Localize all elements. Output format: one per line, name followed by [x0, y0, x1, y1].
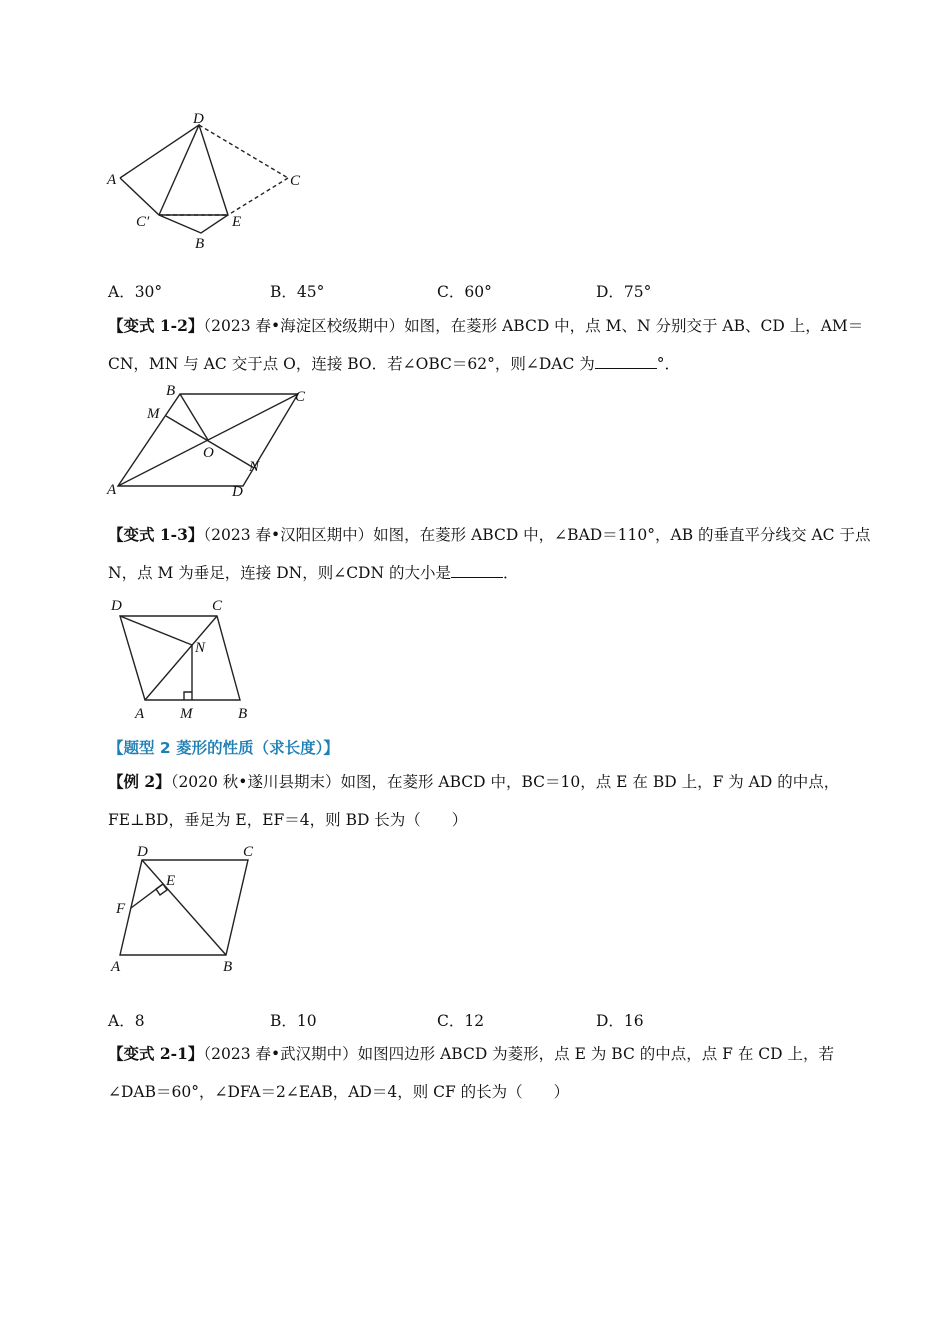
v13-answer-blank — [451, 563, 503, 578]
v21-tag: 【变式 2-1】 — [108, 1044, 204, 1063]
fig4-label-d: D — [137, 844, 148, 860]
fig3-segment-dn — [120, 616, 192, 645]
v21-line2 — [108, 1082, 569, 1102]
fig4-label-e: E — [166, 873, 176, 889]
fig3-label-n: N — [195, 640, 206, 656]
v13-text2: N，点 M 为垂足，连接 DN，则∠CDN 的大小是 — [108, 564, 451, 582]
fig3-label-d: D — [111, 598, 122, 614]
v12-text2: CN，MN 与 AC 交于点 O，连接 BO．若∠OBC＝62°，则∠DAC 为 — [108, 355, 595, 373]
ex2-text2: FE⊥BD，垂足为 E，EF＝4，则 BD 长为（ ） — [108, 811, 468, 829]
v12-answer-blank — [595, 354, 657, 369]
fig3-label-c: C — [212, 598, 223, 614]
v21-text2: ∠DAB＝60°，∠DFA＝2∠EAB，AD＝4，则 CF 的长为（ ） — [108, 1083, 570, 1101]
fig2-label-b: B — [166, 383, 176, 399]
v12-text1: （2023 春•海淀区校级期中）如图，在菱形 ABCD 中，点 M、N 分别交于 AB、CD 上，AM＝ — [203, 317, 864, 335]
fig1-label-c-prime: C′ — [136, 214, 150, 230]
ex2-option-a: A．8 — [108, 1012, 145, 1030]
fig4-diagonal-bd — [142, 860, 226, 955]
ex2-option-b: B．10 — [270, 1012, 317, 1030]
fig2-label-a: A — [107, 482, 117, 498]
fig2-label-d: D — [232, 484, 243, 500]
fig1-dashed-dc — [199, 125, 288, 178]
ex2-line2 — [108, 810, 467, 830]
fig1-label-a: A — [107, 172, 117, 188]
fig3-label-b: B — [238, 706, 248, 722]
fig2-label-n: N — [249, 459, 260, 475]
figure-rhombus-bisector — [100, 592, 270, 722]
v21-text1: （2023 春•武汉期中）如图四边形 ABCD 为菱形，点 E 为 BC 的中点，点 F 在 CD 上，若 — [203, 1045, 834, 1063]
ex2-option-c: C．12 — [437, 1012, 485, 1030]
fig3-rhombus — [120, 616, 240, 700]
ex2-tag: 【例 2】 — [108, 772, 171, 791]
v12-text2-post: °． — [656, 355, 681, 373]
fig4-label-f: F — [116, 901, 126, 917]
ex2-option-d: D．16 — [596, 1012, 644, 1030]
fig1-label-e: E — [232, 214, 242, 230]
fig1-dashed-ce — [228, 178, 288, 215]
ex2-text1: （2020 秋•遂川县期末）如图，在菱形 ABCD 中，BC＝10，点 E 在 BD 上，F 为 AD 的中点， — [170, 773, 840, 791]
fig1-label-c: C — [290, 173, 301, 189]
v12-line1 — [108, 316, 863, 336]
v13-text2-post: ． — [502, 564, 519, 582]
q1-option-b: B．45° — [270, 283, 325, 301]
v13-line2 — [108, 563, 519, 583]
v13-tag: 【变式 1-3】 — [108, 525, 204, 544]
q1-option-d: D．75° — [596, 283, 652, 301]
fig2-label-m: M — [147, 406, 160, 422]
v13-text1: （2023 春•汉阳区期中）如图，在菱形 ABCD 中，∠BAD＝110°，AB 的垂直平分线交 AC 于点 — [203, 526, 871, 544]
ex2-line1 — [108, 772, 839, 792]
fig3-right-angle-mark — [184, 692, 192, 700]
figure-folded-rhombus — [100, 105, 320, 255]
fig4-label-b: B — [223, 959, 233, 975]
section-heading: 【题型 2 菱形的性质（求长度）】 — [108, 739, 339, 757]
fig4-label-a: A — [111, 959, 121, 975]
figure-rhombus-midpoint — [100, 840, 270, 975]
fig1-label-d: D — [193, 111, 204, 127]
v21-line1 — [108, 1044, 834, 1064]
fig4-label-c: C — [243, 844, 254, 860]
fig3-label-m: M — [180, 706, 193, 722]
q1-option-a: A．30° — [108, 283, 163, 301]
fig3-label-a: A — [135, 706, 145, 722]
v12-tag: 【变式 1-2】 — [108, 316, 204, 335]
fig2-label-o: O — [203, 445, 214, 461]
v12-line2 — [108, 354, 680, 374]
figure-rhombus-mno — [100, 380, 330, 500]
v13-line1 — [108, 525, 870, 545]
fig1-label-b: B — [195, 236, 205, 252]
q1-option-c: C．60° — [437, 283, 492, 301]
fig3-diagonal-ac — [145, 616, 217, 700]
fig2-label-c: C — [295, 389, 306, 405]
